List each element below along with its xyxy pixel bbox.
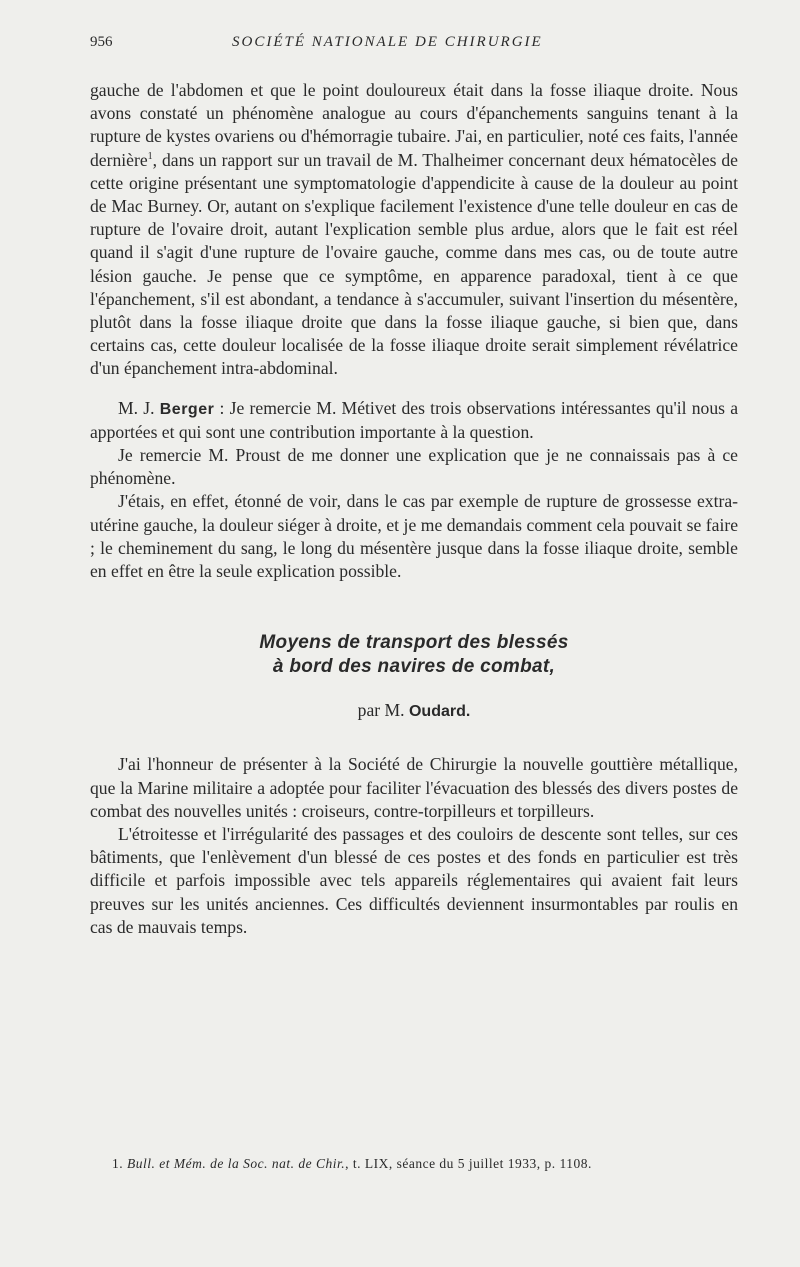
paragraph-explanation: J'étais, en effet, étonné de voir, dans le cas par exemple de rupture de grossesse extra-utérine gauche, la douleur siéger à droite, et je me demandais comment cela pouvait se faire ; le cheminement du sang, le long du mésentère jusque dans la fosse iliaque droite, semble en effet en être la seule explication possible.	[90, 491, 738, 582]
footnote-number: 1.	[112, 1156, 124, 1171]
paragraph-continued	[90, 79, 738, 381]
paragraph-text: : Je remercie M. Métivet des trois observations intéressantes qu'il nous a apportées et qui sont une contribution importante à la question.	[90, 397, 738, 442]
byline-author: Oudard.	[408, 703, 471, 721]
paragraph-berger	[90, 397, 738, 444]
paragraph-text: , dans un rapport sur un travail de M. Thalheimer concernant deux hématocèles de cette origine présentant une symptomatologie d'appendicite à cause de la douleur au point de Mac Burney. Or, autant on s'explique facilement l'existence d'une telle douleur en cas de rupture de l'ovaire droit, autant l'explication semble plus ardue, alors que le fait est réel quand il s'agit d'une rupture de l'ovaire gauche, comme dans mes cas, ou de toute autre lésion gauche. Je pense que ce symptôme, en apparence paradoxal, tient à ce que l'épanchement, s'il est abondant, a tendance à s'accumuler, suivant l'insertion du mésentère, plutôt dans la fosse iliaque droite que dans la fosse iliaque gauche, si bien que, dans certains cas, cette douleur localisée de la fosse iliaque droite serait simplement révélatrice d'un épanchement intra-abdominal.	[90, 149, 738, 379]
byline-prefix: par M.	[357, 700, 409, 721]
article-title-line: Moyens de transport des blessés	[259, 632, 569, 654]
speaker-name: Berger	[159, 400, 215, 418]
footnote-reference: 1	[147, 150, 153, 162]
paragraph-text: gauche de l'abdomen et que le point douloureux était dans la fosse iliaque droite. Nous avons constaté un phénomène analogue au cours d'épanchements sanguins tenant à la rupture de kystes ovariens ou d'hémorragie tubaire. J'ai, en particulier, noté ces faits, l'année dernière	[90, 80, 738, 170]
running-title: SOCIÉTÉ NATIONALE DE CHIRURGIE	[232, 34, 543, 50]
article-paragraph: J'ai l'honneur de présenter à la Société de Chirurgie la nouvelle gouttière métallique, que la Marine militaire a adoptée pour faciliter l'évacuation des blessés des divers postes de combat des nouvelles unités : croiseurs, contre-torpilleurs et torpilleurs.	[90, 754, 738, 821]
footnote-details: , t. LIX, séance du 5 juillet 1933, p. 1108.	[345, 1156, 592, 1171]
article-title	[90, 631, 738, 679]
body-text	[90, 79, 738, 939]
footnote	[112, 1156, 738, 1172]
article-byline	[90, 699, 738, 723]
paragraph-proust: Je remercie M. Proust de me donner une explication que je ne connaissais pas à ce phénomène.	[90, 445, 738, 489]
article-title-line: à bord des navires de combat,	[272, 656, 556, 678]
page-number: 956	[90, 34, 113, 50]
footnote-source: Bull. et Mém. de la Soc. nat. de Chir.	[127, 1156, 346, 1171]
speaker-prefix: M. J.	[118, 397, 160, 418]
article-paragraph: L'étroitesse et l'irrégularité des passages et des couloirs de descente sont telles, sur ces bâtiments, que l'enlèvement d'un blessé de ces postes et des fonds en particulier est très difficile et parfois impossible avec tels appareils réglementaires qui avaient fait leurs preuves sur les unités anciennes. Ces difficultés deviennent insurmontables par roulis en cas de mauvais temps.	[90, 824, 738, 937]
